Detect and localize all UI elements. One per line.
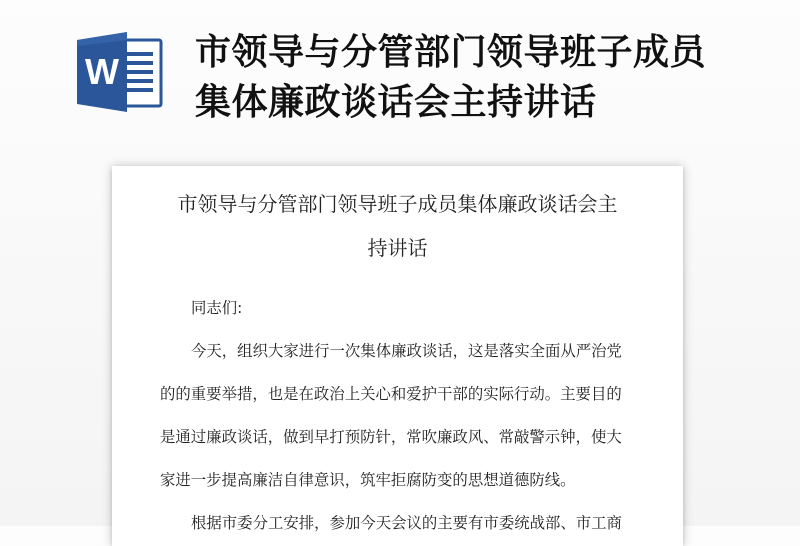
paragraph-line: 的的重要举措，也是在政治上关心和爱护干部的实际行动。主要目的 [160,385,622,403]
document-title-line-2: 持讲话 [367,236,428,260]
header-banner [0,0,800,140]
header-title [195,28,785,128]
paragraph-line: 家进一步提高廉洁自律意识，筑牢拒腐防变的思想道德防线。 [160,471,576,489]
document-title-line-1: 市领导与分管部门领导班子成员集体廉政谈话会主 [177,192,618,216]
paragraph-line: 根据市委分工安排，参加今天会议的主要有市委统战部、市工商 [191,514,622,532]
header-title-line-2: 集体廉政谈话会主持讲话 [195,82,597,123]
paragraph-line: 是通过廉政谈话，做到早打预防针，常吹廉政风、常敲警示钟，使大 [160,428,622,446]
word-document-icon [75,30,165,114]
paragraph-line: 今天，组织大家进行一次集体廉政谈话，这是落实全面从严治党 [191,342,622,360]
document-title [142,182,653,270]
word-icon-letter: W [85,51,119,92]
document-page [112,166,683,546]
header-title-line-1: 市领导与分管部门领导班子成员 [195,32,707,73]
document-body [160,287,660,545]
salutation: 同志们: [191,299,243,317]
